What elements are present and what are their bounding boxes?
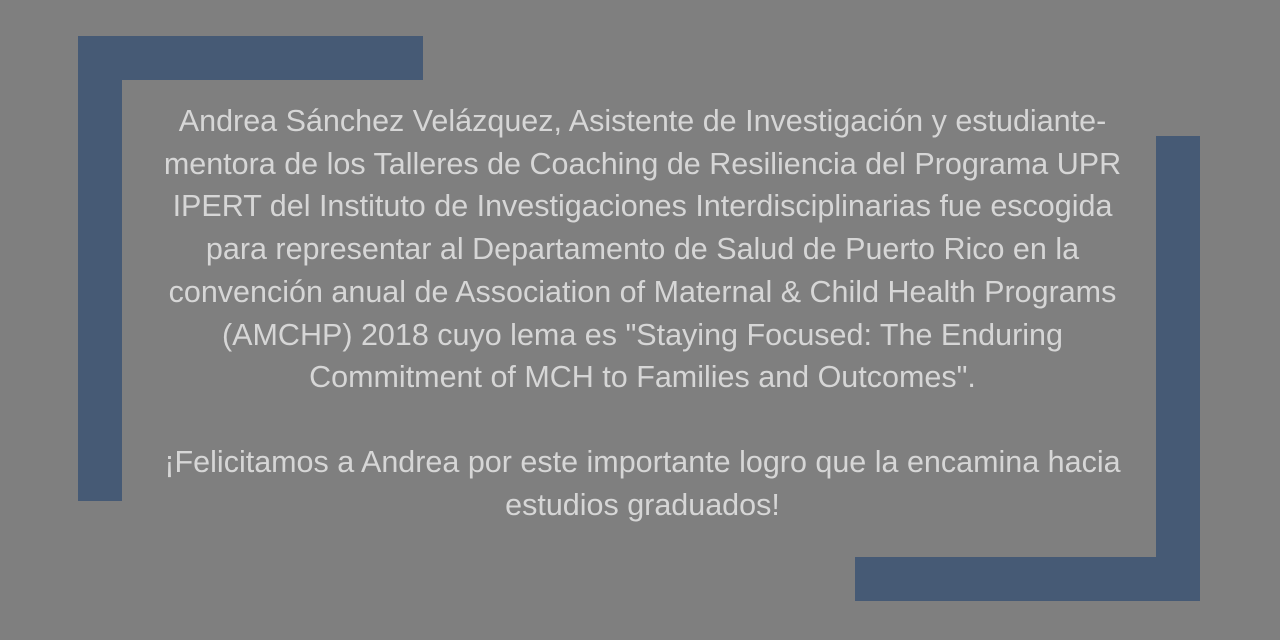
paragraph-congratulations: ¡Felicitamos a Andrea por este importante logro que la encamina hacia estudios graduados! bbox=[164, 444, 1121, 522]
paragraph-announcement: Andrea Sánchez Velázquez, Asistente de Investigación y estudiante-mentora de los Talleres de Coaching de Resiliencia del Programa UPR IPERT del Instituto de Investigaciones Interdisciplinarias fue escogida para representar al Departamento de Salud de Puerto Rico en la convención anual de Association of Maternal & Child Health Programs (AMCHP) 2018 cuyo lema es "Staying Focused: The Enduring Commitment of MCH to Families and Outcomes". bbox=[163, 104, 1122, 395]
slide-text-block bbox=[155, 100, 1130, 526]
